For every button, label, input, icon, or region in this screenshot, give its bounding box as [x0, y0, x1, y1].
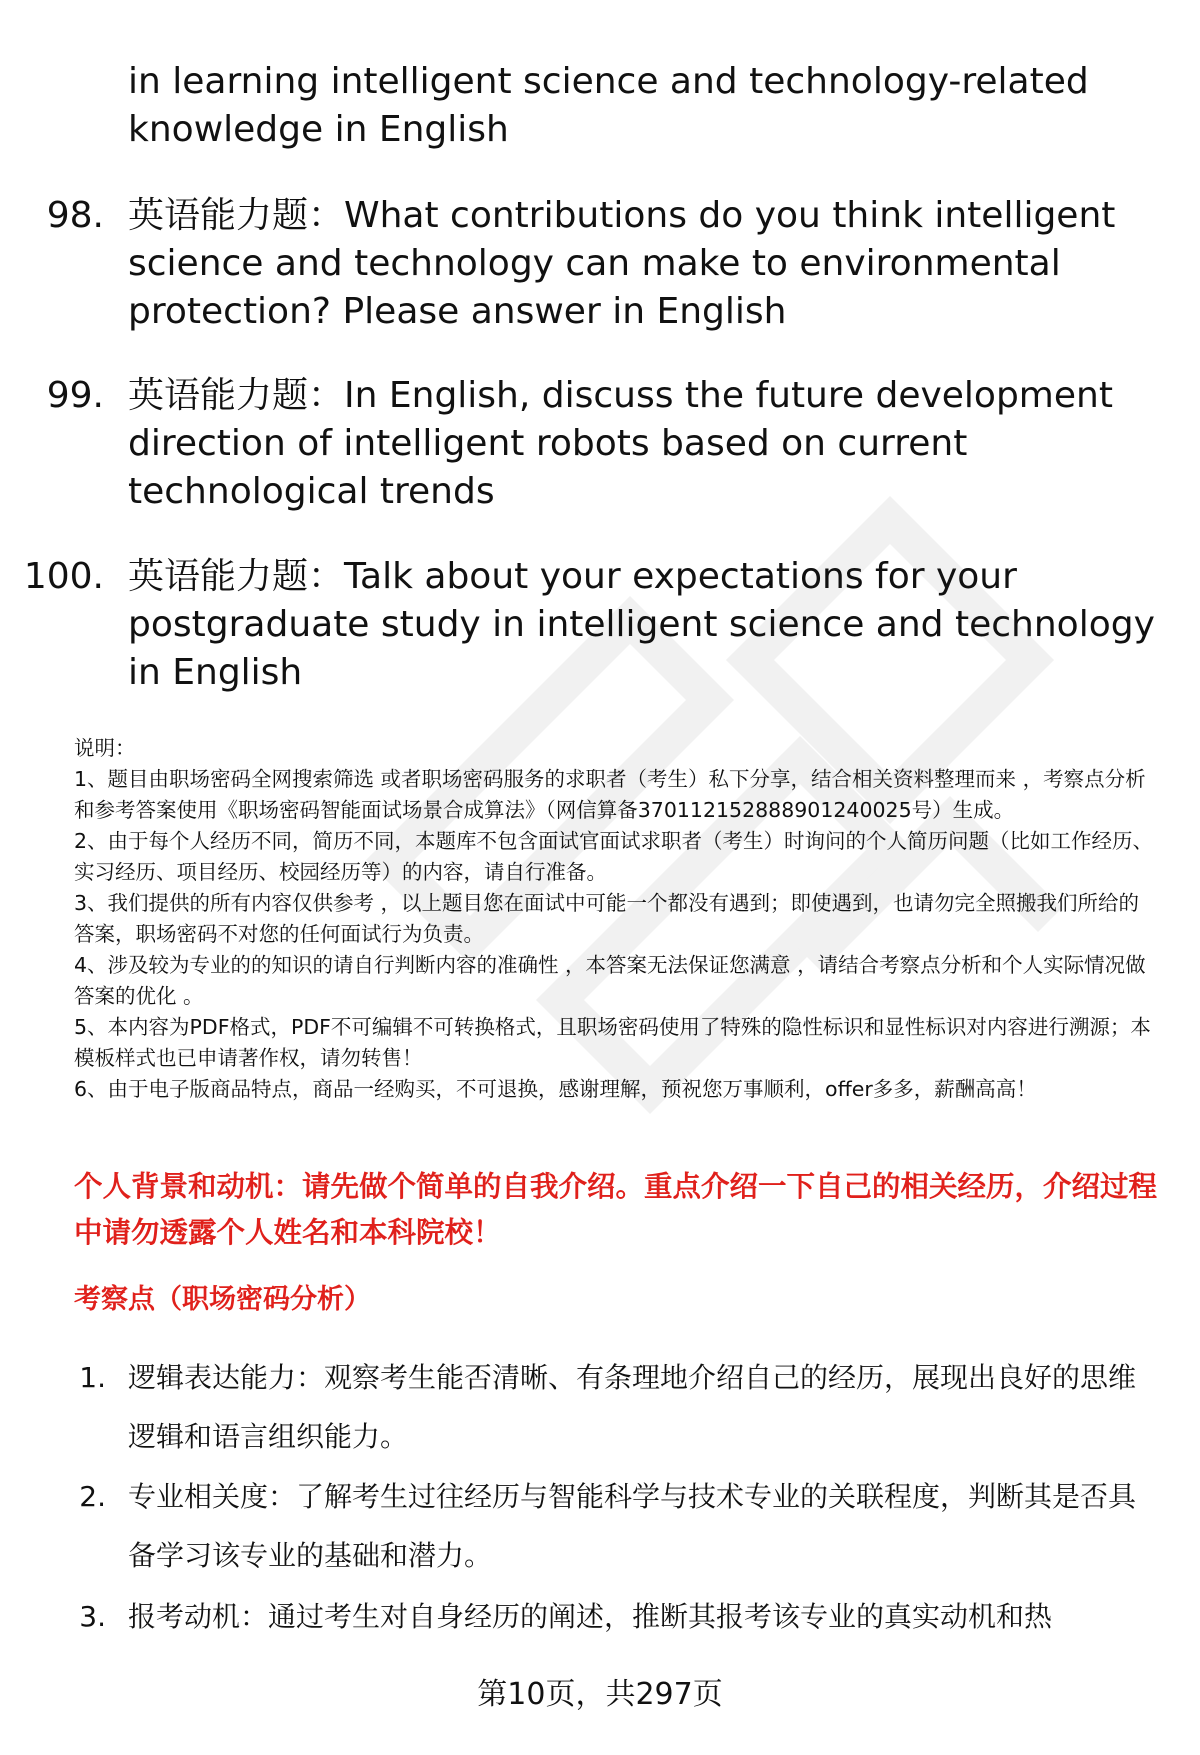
point-number: 1. — [79, 1361, 106, 1394]
point-number: 3. — [79, 1600, 106, 1633]
point-text: 专业相关度：了解考生过往经历与智能科学与技术专业的关联程度，判断其是否具备学习该专业的基础和潜力。 — [128, 1480, 1137, 1572]
analysis-title: 考察点（职场密码分析） — [74, 1284, 371, 1315]
question-number: 100. — [23, 556, 104, 597]
page-footer: 第10页，共297页 — [477, 1677, 723, 1712]
highlight-question: 个人背景和动机：请先做个简单的自我介绍。重点介绍一下自己的相关经历，介绍过程中请勿透露个人姓名和本科院校！ — [74, 1170, 1158, 1249]
point-number: 2. — [79, 1480, 106, 1513]
disclaimer-notes — [74, 733, 1159, 1105]
note-item: 4、涉及较为专业的的知识的请自行判断内容的准确性 ，本答案无法保证您满意 ，请结合考察点分析和个人实际情况做答案的优化 。 — [74, 953, 1146, 1008]
question-97-continuation: in learning intelligent science and technology-related knowledge in English — [128, 61, 1089, 150]
question-text: 英语能力题：What contributions do you think intelligent science and technology can make to environmental protection? Please answer in English — [128, 195, 1116, 332]
note-item: 2、由于每个人经历不同，简历不同，本题库不包含面试官面试求职者（考生）时询问的个人简历问题（比如工作经历、实习经历、项目经历、校园经历等）的内容，请自行准备。 — [74, 829, 1154, 884]
question-number: 98. — [46, 195, 104, 236]
point-text: 报考动机：通过考生对自身经历的阐述，推断其报考该专业的真实动机和热 — [128, 1600, 1053, 1633]
question-number: 99. — [46, 375, 104, 416]
note-item: 1、题目由职场密码全网搜索筛选 或者职场密码服务的求职者（考生）私下分享，结合相关资料整理而来 ，考察点分析和参考答案使用《职场密码智能面试场景合成算法》（网信算备370112152888901240025号）生成。 — [74, 767, 1146, 822]
point-text: 逻辑表达能力：观察考生能否清晰、有条理地介绍自己的经历，展现出良好的思维逻辑和语言组织能力。 — [128, 1361, 1137, 1453]
question-text: 英语能力题：Talk about your expectations for your postgraduate study in intelligent science and technology in English — [128, 556, 1155, 693]
note-item: 3、我们提供的所有内容仅供参考 ，以上题目您在面试中可能一个都没有遇到；即使遇到，也请勿完全照搬我们所给的答案，职场密码不对您的任何面试行为负责。 — [74, 891, 1140, 946]
notes-heading: 说明： — [74, 736, 136, 760]
question-text: 英语能力题：In English, discuss the future development direction of intelligent robots based on current technological trends — [128, 375, 1113, 512]
note-item: 5、本内容为PDF格式，PDF不可编辑不可转换格式，且职场密码使用了特殊的隐性标识和显性标识对内容进行溯源；本模板样式也已申请著作权，请勿转售！ — [74, 1015, 1151, 1070]
note-item: 6、由于电子版商品特点，商品一经购买，不可退换，感谢理解，预祝您万事顺利，offer多多，薪酬高高！ — [74, 1077, 1037, 1101]
